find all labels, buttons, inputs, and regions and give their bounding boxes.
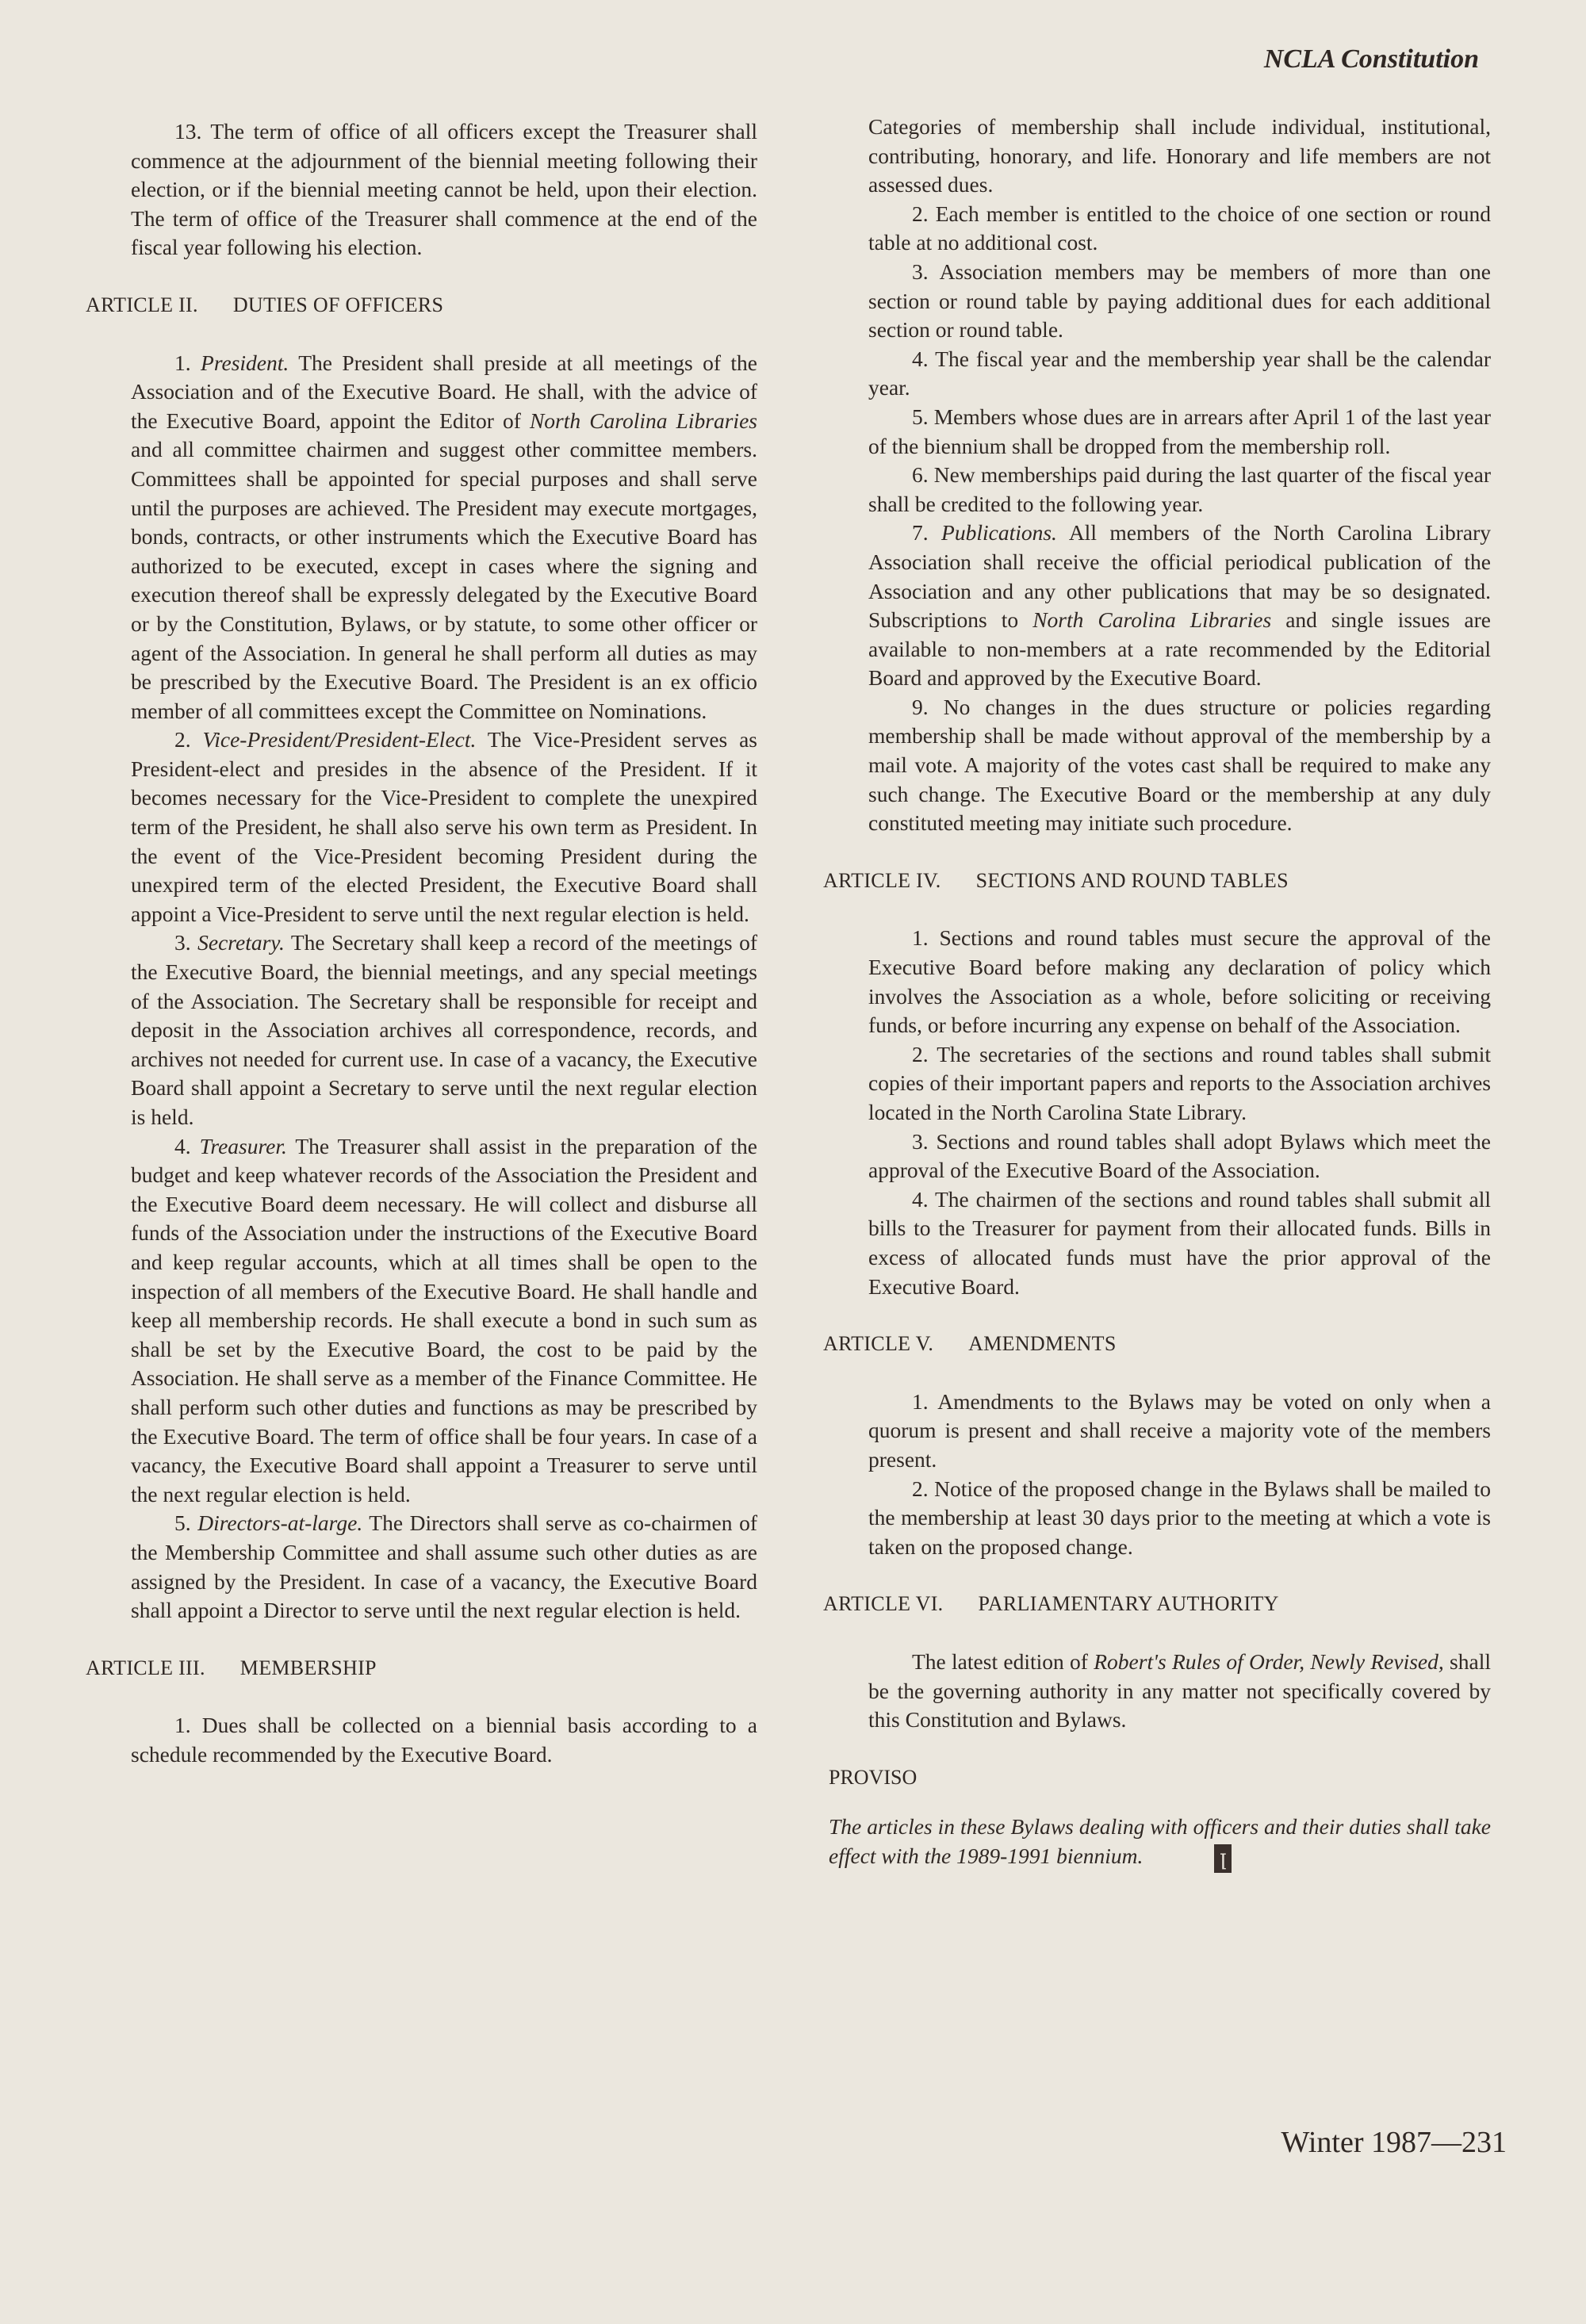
paragraph-number: 1. [912, 1388, 929, 1414]
paragraph [868, 258, 1491, 345]
paragraph-number: 2. [912, 201, 929, 226]
article-number: ARTICLE III. [86, 1656, 205, 1679]
paragraph-text: The President shall preside at all meetings of the Association and of the Executive Board. He shall, with the advice of the Executive Board, appoint the Editor of [131, 350, 757, 433]
paragraph [868, 1128, 1491, 1185]
paragraph-number: 13. [174, 119, 202, 144]
paragraph-text: The term of office of all officers except the Treasurer shall commence at the adjournment of the biennial meeting following their election, or if the biennial meeting cannot be held, upon their election. The term of office of the Treasurer shall commence at the end of the fiscal year following his election. [131, 119, 757, 260]
paragraph-number: 1. [174, 350, 191, 375]
paragraph [868, 403, 1491, 461]
paragraph-text: Sections and round tables must secure the approval of the Executive Board before making any declaration of policy which involves the Association as a whole, before soliciting or receiving funds, or before incurring any expense on behalf of the Association. [868, 925, 1492, 1038]
paragraph-text: Categories of membership shall include individual, institutional, contributing, honorary, and life. Honorary and life members are not assessed dues. [868, 114, 1491, 197]
paragraph-number: 4. [174, 1133, 191, 1158]
article-heading [823, 1330, 1491, 1359]
right-column [823, 113, 1492, 1873]
article-title: MEMBERSHIP [239, 1656, 377, 1679]
paragraph-text: The Directors shall serve as co-chairmen of the Membership Committee and shall assume such other duties as are assigned by the President. In case of a vacancy, the Executive Board shall appoint a Director to serve until the next regular election is held. [131, 1510, 757, 1623]
paragraph [868, 1475, 1491, 1562]
paragraph-text: The chairmen of the sections and round tables shall submit all bills to the Treasurer for payment from their allocated funds. Bills in excess of allocated funds must have the prior approval of the Executive Board. [868, 1186, 1491, 1299]
paragraph [868, 1648, 1491, 1735]
italic-text: North Carolina Libraries [529, 408, 757, 433]
page-folio: Winter 1987—231 [1281, 2126, 1507, 2159]
paragraph-text: New memberships paid during the last quarter of the fiscal year shall be credited to the following year. [868, 462, 1491, 516]
article-title: DUTIES OF OFFICERS [232, 293, 444, 316]
proviso-heading: PROVISO [829, 1765, 918, 1789]
paragraph [868, 1388, 1491, 1475]
article-title: AMENDMENTS [968, 1332, 1117, 1356]
end-mark-logo: ꞁ [1214, 1844, 1232, 1873]
paragraph-text: Notice of the proposed change in the Bylaws shall be mailed to the membership at least 30 days prior to the meeting at which a vote is taken on the proposed change. [868, 1476, 1492, 1559]
paragraph-text: The Vice-President serves as President-elect and presides in the absence of the President. If it becomes necessary for the Vice-President to complete the unexpired term of the President, he shall also serve his own term as President. In the event of the Vice-President becoming President during the unexpired term of the elected President, the Executive Board shall appoint a Vice-President to serve until the next regular election is held. [131, 727, 758, 926]
running-head-title: NCLA Constitution [1263, 44, 1479, 74]
paragraph-number: 1. [174, 1713, 191, 1738]
italic-text: Treasurer. [199, 1133, 287, 1158]
paragraph-number: 4. [912, 346, 929, 371]
article-title: SECTIONS AND ROUND TABLES [975, 868, 1289, 892]
article-number: ARTICLE VI. [823, 1592, 944, 1616]
paragraph [868, 113, 1491, 200]
paragraph-text: No changes in the dues structure or policies regarding membership shall be made without approval of the membership by a mail vote. A majority of the votes cast shall be required to make any such change. The Executive Board or the membership at any duly constituted meeting may initiate such procedure. [868, 694, 1492, 836]
article-heading [86, 1654, 757, 1683]
paragraph-number: 2. [912, 1041, 929, 1066]
article-number: ARTICLE V. [823, 1332, 934, 1356]
paragraph-text: The Treasurer shall assist in the preparation of the budget and keep whatever records of the Association the President and the Executive Board deem necessary. He will collect and disburse all funds of the Association under the instructions of the Executive Board and keep regular accounts, which at all times shall be open to the inspection of all members of the Executive Board. He shall handle and keep all membership records. He shall execute a bond in such sum as shall be set by the Executive Board, the cost to be paid by the Association. He shall serve as a member of the Finance Committee. He shall perform such other duties and functions as may be prescribed by the Executive Board. The term of office shall be four years. In case of a vacancy, the Executive Board shall appoint a Treasurer to serve until the next regular election is held. [131, 1133, 758, 1507]
paragraph-text: The Secretary shall keep a record of the meetings of the Executive Board, the biennial meetings, and any special meetings of the Association. The Secretary shall be responsible for receipt and deposit in the Association archives all correspondence, records, and archives not needed for current use. In case of a vacancy, the Executive Board shall appoint a Secretary to serve until the next regular election is held. [131, 930, 758, 1129]
paragraph [868, 461, 1491, 519]
paragraph-text: Members whose dues are in arrears after April 1 of the last year of the biennium shall be dropped from the membership roll. [868, 404, 1491, 458]
paragraph [131, 1132, 757, 1510]
paragraph [131, 349, 757, 726]
proviso-text [829, 1813, 1491, 1872]
italic-text: President. [201, 350, 289, 375]
article-heading [823, 867, 1491, 896]
italic-text: Vice-President/President-Elect. [202, 727, 477, 752]
paragraph-number: 2. [174, 727, 191, 752]
paragraph-text: and single issues are available to non-members at a rate recommended by the Editorial Board and approved by the Executive Board. [868, 607, 1491, 691]
paragraph-text: Each member is entitled to the choice of one section or round table at no additional cost. [868, 201, 1492, 255]
paragraph-number: 3. [912, 258, 929, 284]
italic-text: Secretary. [197, 930, 285, 955]
paragraph-text: The latest edition of [912, 1648, 1094, 1674]
paragraph-text: Association members may be members of more than one section or round table by paying additional dues for each additional section or round table. [868, 258, 1492, 343]
paragraph [868, 1040, 1491, 1128]
paragraph-text: The fiscal year and the membership year shall be the calendar year. [868, 346, 1491, 400]
article-heading [823, 1590, 1491, 1619]
paragraph-text: All members of the North Carolina Library Association shall receive the official periodical publication of the Association and any other publications that may be so designated. Subscriptions to [868, 520, 1491, 633]
italic-text: North Carolina Libraries [1032, 607, 1272, 633]
paragraph-text: The secretaries of the sections and round tables shall submit copies of their important papers and reports to the Association archives located in the North Carolina State Library. [868, 1041, 1491, 1124]
paragraph [868, 200, 1491, 258]
article-title: PARLIAMENTARY AUTHORITY [978, 1592, 1279, 1616]
paragraph [131, 1509, 757, 1625]
paragraph [131, 928, 757, 1131]
paragraph [868, 693, 1491, 838]
paragraph-number: 2. [912, 1476, 929, 1501]
paragraph-number: 9. [912, 694, 929, 719]
paragraph [131, 1711, 757, 1769]
paragraph-number: 3. [912, 1128, 929, 1154]
italic-text: Directors-at-large. [197, 1510, 363, 1536]
paragraph-number: 7. [912, 520, 929, 546]
article-number: ARTICLE II. [86, 293, 198, 316]
paragraph [868, 924, 1491, 1039]
article-heading [86, 291, 757, 320]
article-number: ARTICLE IV. [823, 868, 941, 892]
paragraph [131, 117, 757, 262]
paragraph [868, 345, 1491, 403]
paragraph-number: 3. [174, 930, 191, 955]
paragraph-number: 5. [912, 404, 929, 429]
paragraph-number: 6. [912, 462, 929, 488]
paragraph-text: Sections and round tables shall adopt Bylaws which meet the approval of the Executive Board of the Association. [868, 1128, 1491, 1183]
paragraph [868, 1185, 1491, 1301]
paragraph-number: 4. [912, 1186, 929, 1212]
italic-text: Robert's Rules of Order, Newly Revised, [1094, 1648, 1444, 1674]
italic-text: Publications. [941, 520, 1057, 546]
paragraph-text: Amendments to the Bylaws may be voted on only when a quorum is present and shall receive a majority vote of the members present. [868, 1388, 1491, 1472]
paragraph-text: Dues shall be collected on a biennial basis according to a schedule recommended by the Executive Board. [131, 1713, 758, 1767]
paragraph-number: 1. [912, 925, 929, 951]
paragraph [131, 726, 757, 928]
paragraph-text: shall be the governing authority in any matter not specifically covered by this Constitution and Bylaws. [868, 1648, 1491, 1732]
paragraph [868, 519, 1491, 693]
paragraph-text: and all committee chairmen and suggest other committee members. Committees shall be appointed for special purposes and shall serve until the purposes are achieved. The President may execute mortgages, bonds, contracts, or other instruments which the Executive Board has authorized to be executed, except in cases where the signing and execution thereof shall be expressly delegated by the Executive Board or by the Constitution, Bylaws, or by statute, to some other officer or agent of the Association. In general he shall perform all duties as may be prescribed by the Executive Board. The President is an ex officio member of all committees except the Committee on Nominations. [131, 437, 757, 723]
left-column [86, 117, 758, 1769]
paragraph-number: 5. [174, 1510, 191, 1536]
proviso-body: The articles in these Bylaws dealing with officers and their duties shall take effect with the 1989-1991 biennium. [829, 1814, 1491, 1868]
